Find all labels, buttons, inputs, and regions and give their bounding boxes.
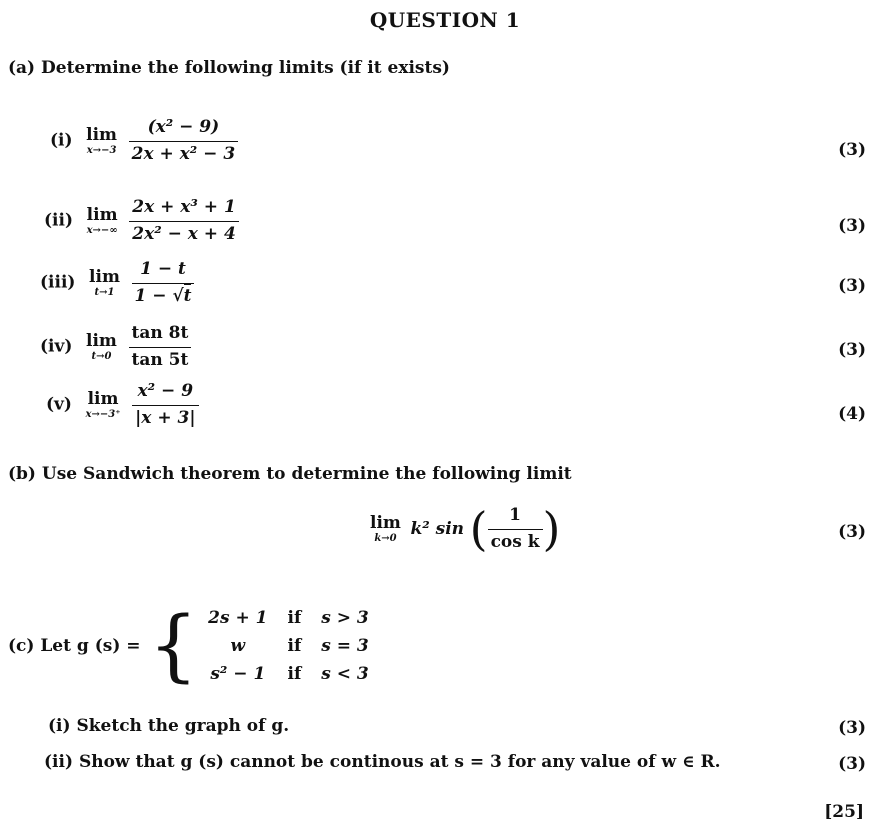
fraction — [488, 506, 543, 552]
fraction — [129, 324, 192, 370]
marks-c-i: (3) — [838, 718, 866, 738]
lim-operator: lim t→1 — [89, 266, 120, 298]
limit-item-iii — [40, 260, 194, 306]
case-row: w if s = 3 — [230, 636, 369, 656]
marks-iii: (3) — [838, 276, 866, 296]
left-paren: ( — [469, 502, 488, 556]
marks-v: (4) — [838, 404, 866, 424]
case-row: 2s + 1 if s > 3 — [208, 608, 369, 628]
part-a-intro: (a) Determine the following limits (if it exists) — [8, 58, 450, 78]
piecewise-cases — [198, 604, 379, 688]
limit-item-iv — [40, 324, 191, 370]
marks-ii: (3) — [838, 216, 866, 236]
part-c-ii — [44, 752, 721, 772]
page-title: QUESTION 1 — [369, 8, 521, 32]
numerator: x² − 9 — [137, 381, 194, 401]
item-label: (iii) — [40, 272, 76, 293]
denominator: 2x² − x + 4 — [129, 221, 239, 245]
lim-operator: lim k→0 — [370, 512, 401, 544]
numerator: tan 8t — [131, 323, 189, 343]
fraction — [129, 198, 239, 244]
item-label: (iv) — [40, 336, 73, 357]
limit-item-v — [46, 382, 199, 428]
sandwich-expr: k² sin — [410, 519, 465, 539]
limit-item-ii — [44, 198, 239, 244]
numerator: 2x + x³ + 1 — [132, 197, 236, 217]
left-brace: { — [148, 601, 199, 691]
denominator: 1 − √t — [132, 283, 195, 307]
item-text: Show that g (s) cannot be continous at s = 3 for any value of w ∈ R. — [78, 752, 721, 772]
total-marks: [25] — [824, 802, 864, 822]
right-paren: ) — [542, 502, 561, 556]
lim-operator: lim x→−3⁺ — [85, 388, 121, 420]
marks-c-ii: (3) — [838, 754, 866, 774]
denominator: 2x + x² − 3 — [129, 141, 239, 165]
item-label: (i) — [50, 130, 73, 151]
item-label: (v) — [46, 394, 72, 415]
part-b-intro: (b) Use Sandwich theorem to determine the following limit — [8, 464, 572, 484]
item-label: (i) — [48, 716, 71, 736]
item-text: Sketch the graph of g. — [76, 716, 290, 736]
fraction — [132, 260, 195, 306]
numerator: (x² − 9) — [147, 117, 220, 137]
marks-iv: (3) — [838, 340, 866, 360]
lim-operator: lim x→−3 — [86, 124, 118, 156]
lim-operator: lim t→0 — [86, 330, 117, 362]
numerator: 1 − t — [140, 259, 186, 279]
numerator: 1 — [509, 504, 521, 525]
piecewise-definition — [8, 601, 379, 691]
denominator: tan 5t — [129, 347, 192, 371]
sandwich-limit — [370, 502, 560, 556]
limit-item-i — [50, 118, 238, 164]
part-c-i — [48, 716, 289, 736]
case-row: s² − 1 if s < 3 — [210, 664, 369, 684]
item-label: (ii) — [44, 210, 74, 231]
denominator: |x + 3| — [132, 405, 198, 429]
marks-i: (3) — [838, 140, 866, 160]
lim-operator: lim x→−∞ — [86, 204, 118, 236]
fraction — [129, 118, 239, 164]
marks-b: (3) — [838, 522, 866, 542]
fraction — [132, 382, 198, 428]
item-label: (ii) — [44, 752, 74, 772]
part-c-intro: (c) Let g (s) = — [8, 636, 141, 656]
sqrt-radicand: t — [183, 285, 192, 306]
denominator: cos k — [488, 529, 543, 553]
